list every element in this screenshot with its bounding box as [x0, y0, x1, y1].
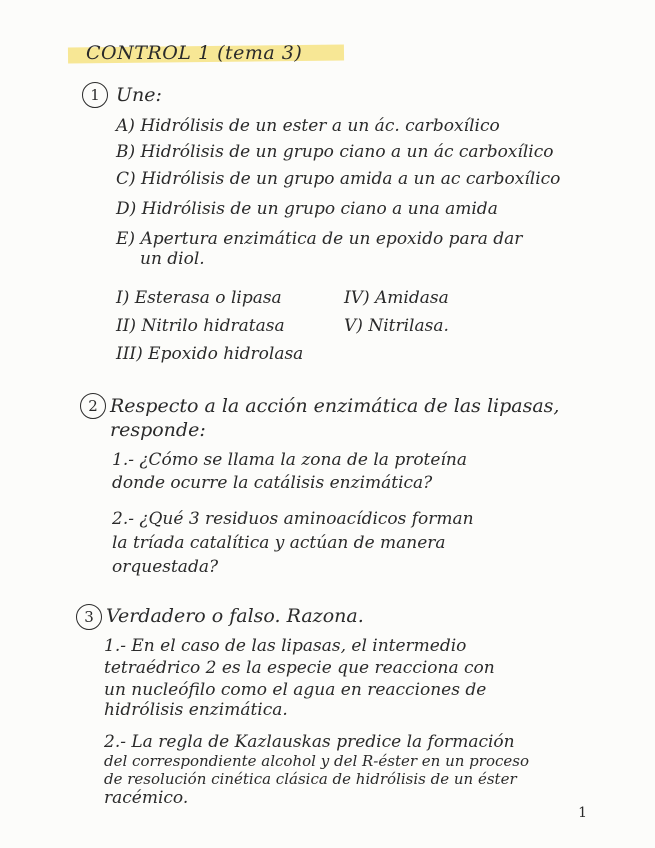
q1-enzyme-4: IV) Amidasa	[344, 288, 449, 308]
q3-line-2: tetraédrico 2 es la especie que reacciona con	[104, 658, 495, 678]
page-title: CONTROL 1 (tema 3)	[86, 42, 303, 64]
q2-number: 2	[80, 393, 106, 419]
q2-line-4: la tríada catalítica y actúan de manera	[112, 533, 446, 553]
q3-heading: Verdadero o falso. Razona.	[106, 605, 364, 627]
q3-line-4: hidrólisis enzimática.	[104, 700, 288, 720]
page-number: 1	[578, 805, 587, 821]
q1-item-a: A) Hidrólisis de un ester a un ác. carboxílico	[116, 116, 500, 136]
q3-line-8: racémico.	[104, 788, 189, 808]
q1-heading: Une:	[116, 84, 162, 106]
q1-item-c: C) Hidrólisis de un grupo amida a un ac carboxílico	[116, 169, 561, 189]
q1-item-e: E) Apertura enzimática de un epoxido para dar	[116, 229, 523, 249]
q1-enzyme-2: II) Nitrilo hidratasa	[116, 316, 285, 336]
q2-line-3: 2.- ¿Qué 3 residuos aminoacídicos forman	[112, 509, 474, 529]
q3-line-7: de resolución cinética clásica de hidrólisis de un éster	[104, 770, 517, 788]
q3-number: 3	[76, 604, 102, 630]
q1-enzyme-3: III) Epoxido hidrolasa	[116, 344, 304, 364]
q2-line-2: donde ocurre la catálisis enzimática?	[112, 473, 433, 493]
q3-line-1: 1.- En el caso de las lipasas, el intermedio	[104, 636, 467, 656]
q1-item-d: D) Hidrólisis de un grupo ciano a una amida	[116, 199, 498, 219]
q3-line-6: del correspondiente alcohol y del R-éster en un proceso	[104, 752, 529, 770]
q1-enzyme-5: V) Nitrilasa.	[344, 316, 449, 336]
q2-heading: Respecto a la acción enzimática de las lipasas,	[110, 395, 560, 417]
q2-line-5: orquestada?	[112, 557, 219, 577]
q1-enzyme-1: I) Esterasa o lipasa	[116, 288, 282, 308]
q1-item-e-cont: un diol.	[140, 249, 205, 269]
q1-number: 1	[82, 82, 108, 108]
q2-line-1: 1.- ¿Cómo se llama la zona de la proteína	[112, 450, 467, 470]
q2-heading-cont: responde:	[110, 419, 206, 441]
q3-line-5: 2.- La regla de Kazlauskas predice la formación	[104, 732, 515, 752]
q1-item-b: B) Hidrólisis de un grupo ciano a un ác carboxílico	[116, 142, 554, 162]
q3-line-3: un nucleófilo como el agua en reacciones de	[104, 680, 487, 700]
